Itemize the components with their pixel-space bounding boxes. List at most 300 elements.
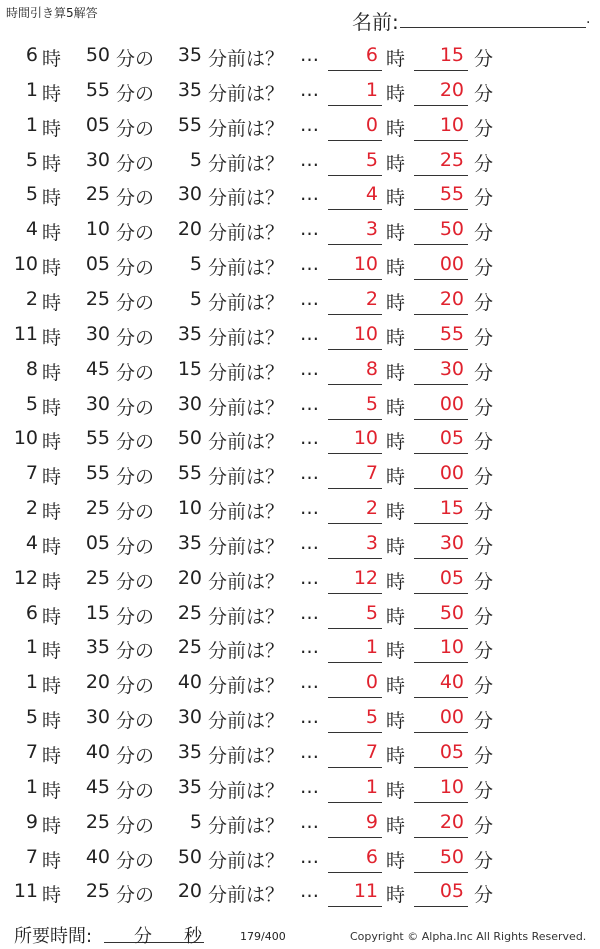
problem-hour: 12 xyxy=(13,566,38,589)
answer-minute-underline xyxy=(414,662,468,663)
ellipsis: … xyxy=(300,566,319,589)
problem-minute: 15 xyxy=(85,601,110,624)
answer-minute-unit: 分 xyxy=(474,849,494,872)
answer-hour: 3 xyxy=(365,218,378,241)
problem-row xyxy=(0,806,600,841)
answer-hour: 5 xyxy=(365,706,378,729)
answer-minute-underline xyxy=(414,697,468,698)
hour-unit: 時 xyxy=(42,361,62,384)
problem-minute: 25 xyxy=(85,566,110,589)
answer-hour: 3 xyxy=(365,531,378,554)
problem-row xyxy=(0,562,600,597)
problem-hour: 1 xyxy=(25,775,38,798)
minute-unit-no: 分の xyxy=(116,257,155,280)
answer-hour-unit: 時 xyxy=(386,779,406,802)
problem-row xyxy=(0,771,600,806)
minute-unit-no: 分の xyxy=(116,222,155,245)
hour-unit: 時 xyxy=(42,466,62,489)
problem-hour: 1 xyxy=(25,78,38,101)
minute-unit-no: 分の xyxy=(116,291,155,314)
answer-minute-unit: 分 xyxy=(474,326,494,349)
subtract-minutes: 5 xyxy=(189,287,202,310)
hour-unit: 時 xyxy=(42,396,62,419)
subtract-minutes: 20 xyxy=(177,218,202,241)
problem-row xyxy=(0,388,600,423)
question-text: 分前は？ xyxy=(208,361,285,384)
answer-minute-unit: 分 xyxy=(474,710,494,733)
answer-hour: 2 xyxy=(365,497,378,520)
answer-hour-underline xyxy=(328,175,382,176)
question-text: 分前は？ xyxy=(208,501,285,524)
answer-minute-unit: 分 xyxy=(474,466,494,489)
answer-hour-unit: 時 xyxy=(386,152,406,175)
problem-minute: 20 xyxy=(85,671,110,694)
answer-hour-underline xyxy=(328,906,382,907)
problem-row xyxy=(0,109,600,144)
answer-hour-underline xyxy=(328,593,382,594)
answer-minute-unit: 分 xyxy=(474,82,494,105)
problem-minute: 30 xyxy=(85,706,110,729)
subtract-minutes: 25 xyxy=(177,601,202,624)
problem-hour: 4 xyxy=(25,531,38,554)
answer-minute-underline xyxy=(414,732,468,733)
question-text: 分前は？ xyxy=(208,640,285,663)
answer-hour-underline xyxy=(328,767,382,768)
answer-hour-unit: 時 xyxy=(386,257,406,280)
ellipsis: … xyxy=(300,357,319,380)
footer xyxy=(0,918,600,948)
answer-minute-underline xyxy=(414,906,468,907)
answer-minute-unit: 分 xyxy=(474,152,494,175)
answer-hour-underline xyxy=(328,662,382,663)
subtract-minutes: 25 xyxy=(177,636,202,659)
question-text: 分前は？ xyxy=(208,82,285,105)
minute-unit-no: 分の xyxy=(116,710,155,733)
minute-unit-no: 分の xyxy=(116,745,155,767)
question-text: 分前は？ xyxy=(208,710,285,733)
answer-minute: 55 xyxy=(439,183,464,206)
ellipsis: … xyxy=(300,741,319,763)
question-text: 分前は？ xyxy=(208,48,285,70)
hour-unit: 時 xyxy=(42,814,62,837)
answer-hour-underline xyxy=(328,837,382,838)
answer-minute-underline xyxy=(414,837,468,838)
minute-unit-no: 分の xyxy=(116,640,155,663)
subtract-minutes: 55 xyxy=(177,462,202,485)
minute-unit-no: 分の xyxy=(116,814,155,837)
subtract-minutes: 5 xyxy=(189,810,202,833)
hour-unit: 時 xyxy=(42,640,62,663)
answer-hour: 0 xyxy=(365,113,378,136)
answer-minute-unit: 分 xyxy=(474,187,494,210)
problem-hour: 11 xyxy=(13,322,38,345)
answer-hour-unit: 時 xyxy=(386,291,406,314)
minute-unit-no: 分の xyxy=(116,535,155,558)
answer-hour: 5 xyxy=(365,601,378,624)
subtract-minutes: 30 xyxy=(177,706,202,729)
problem-row xyxy=(0,353,600,388)
answer-hour: 9 xyxy=(365,810,378,833)
answer-minute-unit: 分 xyxy=(474,814,494,837)
answer-hour-underline xyxy=(328,105,382,106)
problem-minute: 30 xyxy=(85,322,110,345)
minute-unit-no: 分の xyxy=(116,361,155,384)
problem-hour: 1 xyxy=(25,671,38,694)
question-text: 分前は？ xyxy=(208,535,285,558)
problem-row xyxy=(0,841,600,876)
ellipsis: … xyxy=(300,601,319,624)
answer-minute-unit: 分 xyxy=(474,605,494,628)
required-time-label: 所要時間: xyxy=(14,926,93,947)
answer-minute: 05 xyxy=(439,741,464,763)
answer-minute-underline xyxy=(414,105,468,106)
answer-minute: 00 xyxy=(439,253,464,276)
question-text: 分前は？ xyxy=(208,779,285,802)
ellipsis: … xyxy=(300,845,319,868)
ellipsis: … xyxy=(300,531,319,554)
answer-hour-unit: 時 xyxy=(386,640,406,663)
problem-minute: 55 xyxy=(85,78,110,101)
answer-minute-underline xyxy=(414,175,468,176)
answer-minute-underline xyxy=(414,70,468,71)
answer-hour: 0 xyxy=(365,671,378,694)
problem-hour: 7 xyxy=(25,845,38,868)
problem-hour: 7 xyxy=(25,741,38,763)
answer-hour: 5 xyxy=(365,392,378,415)
answer-hour-underline xyxy=(328,209,382,210)
answer-minute: 20 xyxy=(439,810,464,833)
answer-minute-unit: 分 xyxy=(474,222,494,245)
answer-hour-unit: 時 xyxy=(386,501,406,524)
question-text: 分前は？ xyxy=(208,222,285,245)
problem-row xyxy=(0,213,600,248)
ellipsis: … xyxy=(300,810,319,833)
problem-minute: 05 xyxy=(85,113,110,136)
question-text: 分前は？ xyxy=(208,814,285,837)
problem-hour: 10 xyxy=(13,253,38,276)
answer-hour-underline xyxy=(328,419,382,420)
answer-hour: 7 xyxy=(365,462,378,485)
answer-minute: 30 xyxy=(439,357,464,380)
answer-minute-unit: 分 xyxy=(474,675,494,698)
problem-minute: 55 xyxy=(85,427,110,450)
answer-hour-underline xyxy=(328,314,382,315)
problem-minute: 30 xyxy=(85,148,110,171)
problem-minute: 40 xyxy=(85,741,110,763)
answer-hour-underline xyxy=(328,140,382,141)
problem-minute: 45 xyxy=(85,357,110,380)
problem-hour: 2 xyxy=(25,497,38,520)
question-text: 分前は？ xyxy=(208,745,285,767)
problem-minute: 25 xyxy=(85,810,110,833)
problem-hour: 6 xyxy=(25,44,38,66)
answer-hour-unit: 時 xyxy=(386,710,406,733)
question-text: 分前は？ xyxy=(208,291,285,314)
problem-hour: 1 xyxy=(25,113,38,136)
subtract-minutes: 55 xyxy=(177,113,202,136)
subtract-minutes: 35 xyxy=(177,78,202,101)
hour-unit: 時 xyxy=(42,117,62,140)
hour-unit: 時 xyxy=(42,501,62,524)
answer-minute: 05 xyxy=(439,566,464,589)
answer-hour-unit: 時 xyxy=(386,361,406,384)
subtract-minutes: 10 xyxy=(177,497,202,520)
ellipsis: … xyxy=(300,253,319,276)
ellipsis: … xyxy=(300,392,319,415)
name-end-mark: . xyxy=(586,11,591,27)
subtract-minutes: 5 xyxy=(189,253,202,276)
question-text: 分前は？ xyxy=(208,187,285,210)
minute-unit-no: 分の xyxy=(116,570,155,593)
answer-minute-underline xyxy=(414,244,468,245)
question-text: 分前は？ xyxy=(208,570,285,593)
minute-unit-no: 分の xyxy=(116,187,155,210)
ellipsis: … xyxy=(300,497,319,520)
problem-minute: 25 xyxy=(85,497,110,520)
subtract-minutes: 35 xyxy=(177,531,202,554)
hour-unit: 時 xyxy=(42,82,62,105)
ellipsis: … xyxy=(300,113,319,136)
answer-minute-unit: 分 xyxy=(474,745,494,767)
name-field[interactable] xyxy=(352,6,592,34)
problem-row xyxy=(0,492,600,527)
answer-minute-underline xyxy=(414,140,468,141)
problem-row xyxy=(0,422,600,457)
answer-hour-underline xyxy=(328,802,382,803)
answer-minute: 15 xyxy=(439,497,464,520)
answer-hour-unit: 時 xyxy=(386,849,406,872)
hour-unit: 時 xyxy=(42,326,62,349)
answer-hour: 4 xyxy=(365,183,378,206)
name-label: 名前: xyxy=(352,10,399,34)
minute-unit-no: 分の xyxy=(116,396,155,419)
answer-minute-unit: 分 xyxy=(474,48,494,70)
ellipsis: … xyxy=(300,218,319,241)
problem-hour: 2 xyxy=(25,287,38,310)
problem-minute: 40 xyxy=(85,845,110,868)
subtract-minutes: 20 xyxy=(177,566,202,589)
answer-minute: 05 xyxy=(439,880,464,903)
subtract-minutes: 15 xyxy=(177,357,202,380)
answer-minute-underline xyxy=(414,209,468,210)
question-text: 分前は？ xyxy=(208,117,285,140)
copyright: Copyright © Alpha.Inc All Rights Reserved. xyxy=(350,930,587,943)
problem-hour: 5 xyxy=(25,706,38,729)
ellipsis: … xyxy=(300,183,319,206)
answer-hour-unit: 時 xyxy=(386,396,406,419)
ellipsis: … xyxy=(300,287,319,310)
answer-minute: 50 xyxy=(439,601,464,624)
subtract-minutes: 50 xyxy=(177,427,202,450)
question-text: 分前は？ xyxy=(208,849,285,872)
subtract-minutes: 5 xyxy=(189,148,202,171)
subtract-minutes: 30 xyxy=(177,392,202,415)
answer-minute: 15 xyxy=(439,44,464,66)
answer-minute-unit: 分 xyxy=(474,431,494,454)
answer-minute-unit: 分 xyxy=(474,291,494,314)
minute-unit-no: 分の xyxy=(116,48,155,70)
hour-unit: 時 xyxy=(42,48,62,70)
problem-row xyxy=(0,318,600,353)
question-text: 分前は？ xyxy=(208,884,285,907)
answer-hour: 10 xyxy=(353,322,378,345)
answer-hour: 6 xyxy=(365,44,378,66)
answer-hour-unit: 時 xyxy=(386,535,406,558)
answer-hour-unit: 時 xyxy=(386,605,406,628)
problem-hour: 5 xyxy=(25,392,38,415)
problem-row xyxy=(0,39,600,74)
problem-row xyxy=(0,74,600,109)
minute-unit-no: 分の xyxy=(116,431,155,454)
hour-unit: 時 xyxy=(42,291,62,314)
answer-minute-unit: 分 xyxy=(474,257,494,280)
minute-unit-no: 分の xyxy=(116,675,155,698)
answer-minute: 00 xyxy=(439,392,464,415)
answer-hour-underline xyxy=(328,628,382,629)
problem-row xyxy=(0,457,600,492)
hour-unit: 時 xyxy=(42,570,62,593)
answer-hour-underline xyxy=(328,732,382,733)
problem-row xyxy=(0,666,600,701)
answer-hour-unit: 時 xyxy=(386,745,406,767)
answer-hour-underline xyxy=(328,349,382,350)
problem-row xyxy=(0,527,600,562)
minute-unit-no: 分の xyxy=(116,326,155,349)
subtract-minutes: 40 xyxy=(177,671,202,694)
answer-hour-unit: 時 xyxy=(386,117,406,140)
answer-minute-underline xyxy=(414,593,468,594)
question-text: 分前は？ xyxy=(208,675,285,698)
answer-minute-underline xyxy=(414,384,468,385)
answer-hour-underline xyxy=(328,558,382,559)
hour-unit: 時 xyxy=(42,849,62,872)
problem-row xyxy=(0,736,600,771)
problem-minute: 10 xyxy=(85,218,110,241)
answer-hour-unit: 時 xyxy=(386,675,406,698)
answer-hour-underline xyxy=(328,488,382,489)
answer-minute: 10 xyxy=(439,113,464,136)
problem-minute: 45 xyxy=(85,775,110,798)
problem-minute: 25 xyxy=(85,183,110,206)
answer-minute: 20 xyxy=(439,78,464,101)
answer-hour: 5 xyxy=(365,148,378,171)
answer-hour: 6 xyxy=(365,845,378,868)
hour-unit: 時 xyxy=(42,152,62,175)
problem-row xyxy=(0,144,600,179)
answer-minute-underline xyxy=(414,872,468,873)
answer-minute: 50 xyxy=(439,845,464,868)
problem-minute: 55 xyxy=(85,462,110,485)
answer-hour: 2 xyxy=(365,287,378,310)
answer-minute-unit: 分 xyxy=(474,117,494,140)
name-underline xyxy=(400,27,586,28)
question-text: 分前は？ xyxy=(208,396,285,419)
subtract-minutes: 35 xyxy=(177,775,202,798)
answer-hour-underline xyxy=(328,872,382,873)
ellipsis: … xyxy=(300,636,319,659)
page-title: 時間引き算5解答 xyxy=(6,6,98,20)
question-text: 分前は？ xyxy=(208,257,285,280)
subtract-minutes: 50 xyxy=(177,845,202,868)
answer-hour-unit: 時 xyxy=(386,466,406,489)
answer-hour-unit: 時 xyxy=(386,884,406,907)
answer-hour-unit: 時 xyxy=(386,570,406,593)
problem-hour: 6 xyxy=(25,601,38,624)
answer-minute-underline xyxy=(414,767,468,768)
problem-row xyxy=(0,597,600,632)
subtract-minutes: 35 xyxy=(177,741,202,763)
problem-row xyxy=(0,248,600,283)
answer-minute-underline xyxy=(414,349,468,350)
problem-row xyxy=(0,875,600,910)
answer-hour-underline xyxy=(328,244,382,245)
answer-hour-unit: 時 xyxy=(386,222,406,245)
answer-minute-underline xyxy=(414,419,468,420)
page-number: 179/400 xyxy=(240,930,286,943)
second-label: 秒 xyxy=(184,926,202,947)
question-text: 分前は？ xyxy=(208,326,285,349)
ellipsis: … xyxy=(300,44,319,66)
problem-minute: 50 xyxy=(85,44,110,66)
answer-hour: 8 xyxy=(365,357,378,380)
subtract-minutes: 20 xyxy=(177,880,202,903)
answer-hour-unit: 時 xyxy=(386,48,406,70)
hour-unit: 時 xyxy=(42,535,62,558)
ellipsis: … xyxy=(300,148,319,171)
answer-hour-unit: 時 xyxy=(386,431,406,454)
problem-hour: 5 xyxy=(25,148,38,171)
minute-label: 分 xyxy=(134,926,152,947)
answer-hour-underline xyxy=(328,523,382,524)
answer-hour: 10 xyxy=(353,253,378,276)
problem-hour: 7 xyxy=(25,462,38,485)
answer-minute: 00 xyxy=(439,706,464,729)
minute-unit-no: 分の xyxy=(116,82,155,105)
problem-minute: 05 xyxy=(85,531,110,554)
answer-minute-unit: 分 xyxy=(474,361,494,384)
answer-hour: 7 xyxy=(365,741,378,763)
answer-hour: 1 xyxy=(365,78,378,101)
answer-hour-underline xyxy=(328,70,382,71)
answer-hour-underline xyxy=(328,453,382,454)
hour-unit: 時 xyxy=(42,222,62,245)
answer-hour-underline xyxy=(328,697,382,698)
answer-minute-underline xyxy=(414,488,468,489)
answer-minute-unit: 分 xyxy=(474,779,494,802)
answer-hour-unit: 時 xyxy=(386,82,406,105)
subtract-minutes: 35 xyxy=(177,44,202,66)
answer-hour: 1 xyxy=(365,775,378,798)
problem-row xyxy=(0,178,600,213)
answer-hour-underline xyxy=(328,279,382,280)
answer-hour-underline xyxy=(328,384,382,385)
minute-unit-no: 分の xyxy=(116,779,155,802)
problem-row xyxy=(0,283,600,318)
problem-row xyxy=(0,631,600,666)
answer-hour-unit: 時 xyxy=(386,326,406,349)
minute-unit-no: 分の xyxy=(116,117,155,140)
minute-unit-no: 分の xyxy=(116,849,155,872)
subtract-minutes: 30 xyxy=(177,183,202,206)
ellipsis: … xyxy=(300,775,319,798)
minute-unit-no: 分の xyxy=(116,152,155,175)
answer-minute-unit: 分 xyxy=(474,501,494,524)
answer-minute: 30 xyxy=(439,531,464,554)
minute-unit-no: 分の xyxy=(116,605,155,628)
ellipsis: … xyxy=(300,880,319,903)
question-text: 分前は？ xyxy=(208,152,285,175)
answer-minute: 10 xyxy=(439,775,464,798)
